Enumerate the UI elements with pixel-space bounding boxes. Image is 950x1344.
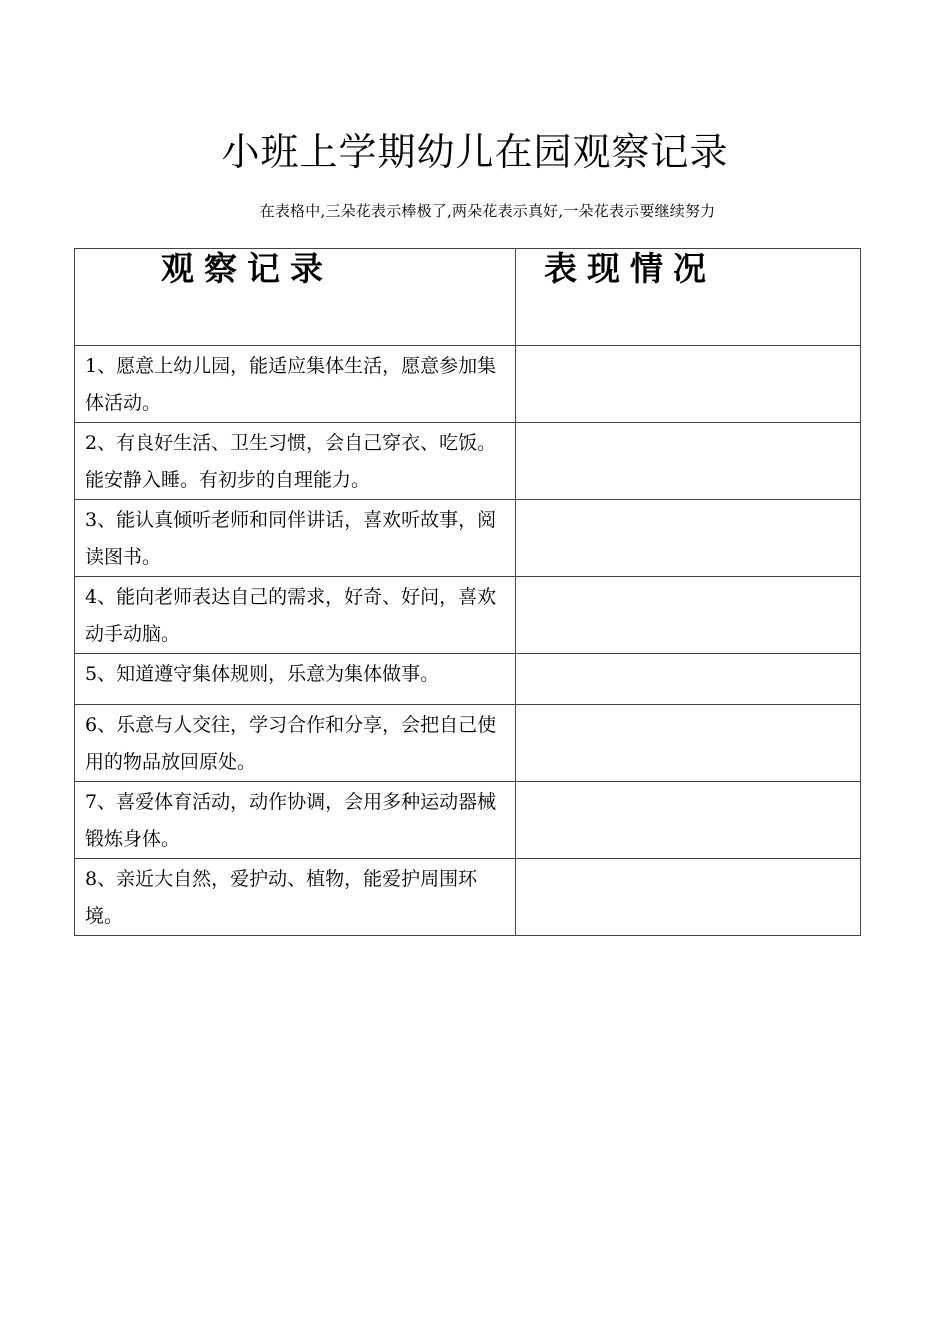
document-title: 小班上学期幼儿在园观察记录 [221, 130, 729, 174]
rating-instructions: 在表格中,三朵花表示棒极了,两朵花表示真好,一朵花表示要继续努力 [259, 202, 716, 220]
header-performance: 表现情况 [516, 249, 861, 346]
observation-item: 6、乐意与人交往，学习合作和分享，会把自己使用的物品放回原处。 [75, 705, 516, 782]
table-row [75, 859, 861, 936]
performance-cell[interactable] [516, 423, 861, 500]
performance-cell[interactable] [516, 782, 861, 859]
observation-item: 3、能认真倾听老师和同伴讲话，喜欢听故事，阅读图书。 [75, 500, 516, 577]
performance-cell[interactable] [516, 500, 861, 577]
header-observation: 观察记录 [75, 249, 516, 346]
table-row [75, 782, 861, 859]
observation-item: 5、知道遵守集体规则，乐意为集体做事。 [75, 654, 516, 705]
observation-item: 7、喜爱体育活动，动作协调，会用多种运动器械锻炼身体。 [75, 782, 516, 859]
table-row [75, 500, 861, 577]
table-row [75, 346, 861, 423]
performance-cell[interactable] [516, 346, 861, 423]
table-row [75, 654, 861, 705]
table-header-row [75, 249, 861, 346]
performance-cell[interactable] [516, 859, 861, 936]
table-row [75, 423, 861, 500]
observation-table [74, 248, 861, 936]
table-row [75, 705, 861, 782]
observation-item: 1、愿意上幼儿园，能适应集体生活，愿意参加集体活动。 [75, 346, 516, 423]
performance-cell[interactable] [516, 577, 861, 654]
observation-item: 4、能向老师表达自己的需求，好奇、好问，喜欢动手动脑。 [75, 577, 516, 654]
performance-cell[interactable] [516, 654, 861, 705]
table-row [75, 577, 861, 654]
performance-cell[interactable] [516, 705, 861, 782]
observation-item: 2、有良好生活、卫生习惯，会自己穿衣、吃饭。能安静入睡。有初步的自理能力。 [75, 423, 516, 500]
observation-item: 8、亲近大自然，爱护动、植物，能爱护周围环境。 [75, 859, 516, 936]
